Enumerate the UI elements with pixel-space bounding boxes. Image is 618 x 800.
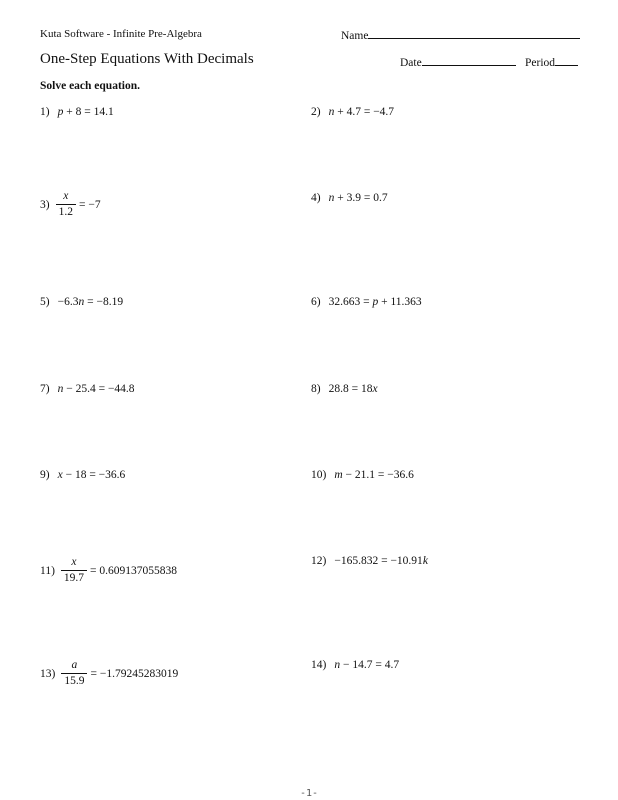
problem-2 (311, 106, 394, 118)
fraction-denominator: 19.7 (61, 570, 87, 585)
fraction-numerator: x (63, 190, 69, 202)
problem-12 (311, 555, 428, 567)
equation-rhs: = −1.79245283019 (90, 667, 179, 680)
instructions: Solve each equation. (40, 80, 140, 92)
equation-variable: p (372, 296, 379, 308)
problem-3 (40, 190, 101, 219)
equation-text: − 14.7 = 4.7 (340, 659, 400, 671)
problem-8 (311, 383, 378, 395)
problem-number: 3) (40, 198, 50, 211)
problem-1 (40, 106, 114, 118)
page-number: -1- (299, 788, 319, 799)
equation-text: = −8.19 (84, 296, 124, 308)
problem-number: 14) (311, 659, 327, 671)
equation-text: 28.8 = 18 (328, 383, 373, 395)
equation-variable: x (57, 469, 63, 481)
problem-10 (311, 469, 414, 481)
problem-number: 2) (311, 106, 321, 118)
worksheet-title: One-Step Equations With Decimals (40, 51, 254, 67)
problem-number: 8) (311, 383, 321, 395)
fraction-denominator: 1.2 (56, 204, 76, 219)
software-label: Kuta Software - Infinite Pre-Algebra (40, 28, 202, 40)
date-blank-line (422, 55, 516, 66)
problem-number: 6) (311, 296, 321, 308)
equation-text: + 3.9 = 0.7 (334, 192, 388, 204)
equation-text: + 4.7 = −4.7 (334, 106, 395, 118)
problem-number: 5) (40, 296, 50, 308)
equation-text: −6.3 (57, 296, 79, 308)
name-label: Name (341, 30, 369, 42)
equation-text: 32.663 = (328, 296, 373, 308)
fraction-denominator: 15.9 (61, 673, 87, 688)
problem-5 (40, 296, 123, 308)
period-blank-line (555, 55, 578, 66)
problem-number: 12) (311, 555, 327, 567)
equation-text: − 25.4 = −44.8 (63, 383, 135, 395)
equation-variable: k (422, 555, 428, 567)
problem-number: 13) (40, 667, 56, 680)
equation-variable: m (334, 469, 343, 481)
fraction (61, 556, 87, 585)
problem-4 (311, 192, 388, 204)
problem-number: 1) (40, 106, 50, 118)
name-blank-line (368, 28, 580, 39)
equation-text: − 21.1 = −36.6 (342, 469, 414, 481)
problem-number: 10) (311, 469, 327, 481)
problem-9 (40, 469, 125, 481)
period-label: Period (525, 57, 556, 69)
problem-11 (40, 556, 177, 585)
equation-text: + 11.363 (378, 296, 422, 308)
equation-variable: n (78, 296, 85, 308)
date-label: Date (400, 57, 422, 69)
equation-variable: n (328, 192, 335, 204)
name-field (341, 28, 580, 42)
equation-variable: n (328, 106, 335, 118)
period-field (525, 55, 578, 69)
problem-number: 9) (40, 469, 50, 481)
fraction-numerator: x (71, 556, 77, 568)
problem-number: 7) (40, 383, 50, 395)
problem-6 (311, 296, 422, 308)
equation-rhs: = −7 (78, 198, 101, 211)
equation-text: −165.832 = −10.91 (334, 555, 423, 567)
fraction (61, 659, 87, 688)
equation-variable: x (372, 383, 378, 395)
problem-14 (311, 659, 399, 671)
equation-variable: p (57, 106, 64, 118)
problem-number: 4) (311, 192, 321, 204)
problem-7 (40, 383, 135, 395)
equation-text: + 8 = 14.1 (63, 106, 114, 118)
equation-text: − 18 = −36.6 (62, 469, 126, 481)
fraction (56, 190, 76, 219)
fraction-numerator: a (71, 659, 78, 671)
equation-variable: n (57, 383, 64, 395)
equation-variable: n (334, 659, 341, 671)
problem-13 (40, 659, 178, 688)
equation-rhs: = 0.609137055838 (90, 564, 178, 577)
problem-number: 11) (40, 564, 55, 577)
date-field (400, 55, 516, 69)
